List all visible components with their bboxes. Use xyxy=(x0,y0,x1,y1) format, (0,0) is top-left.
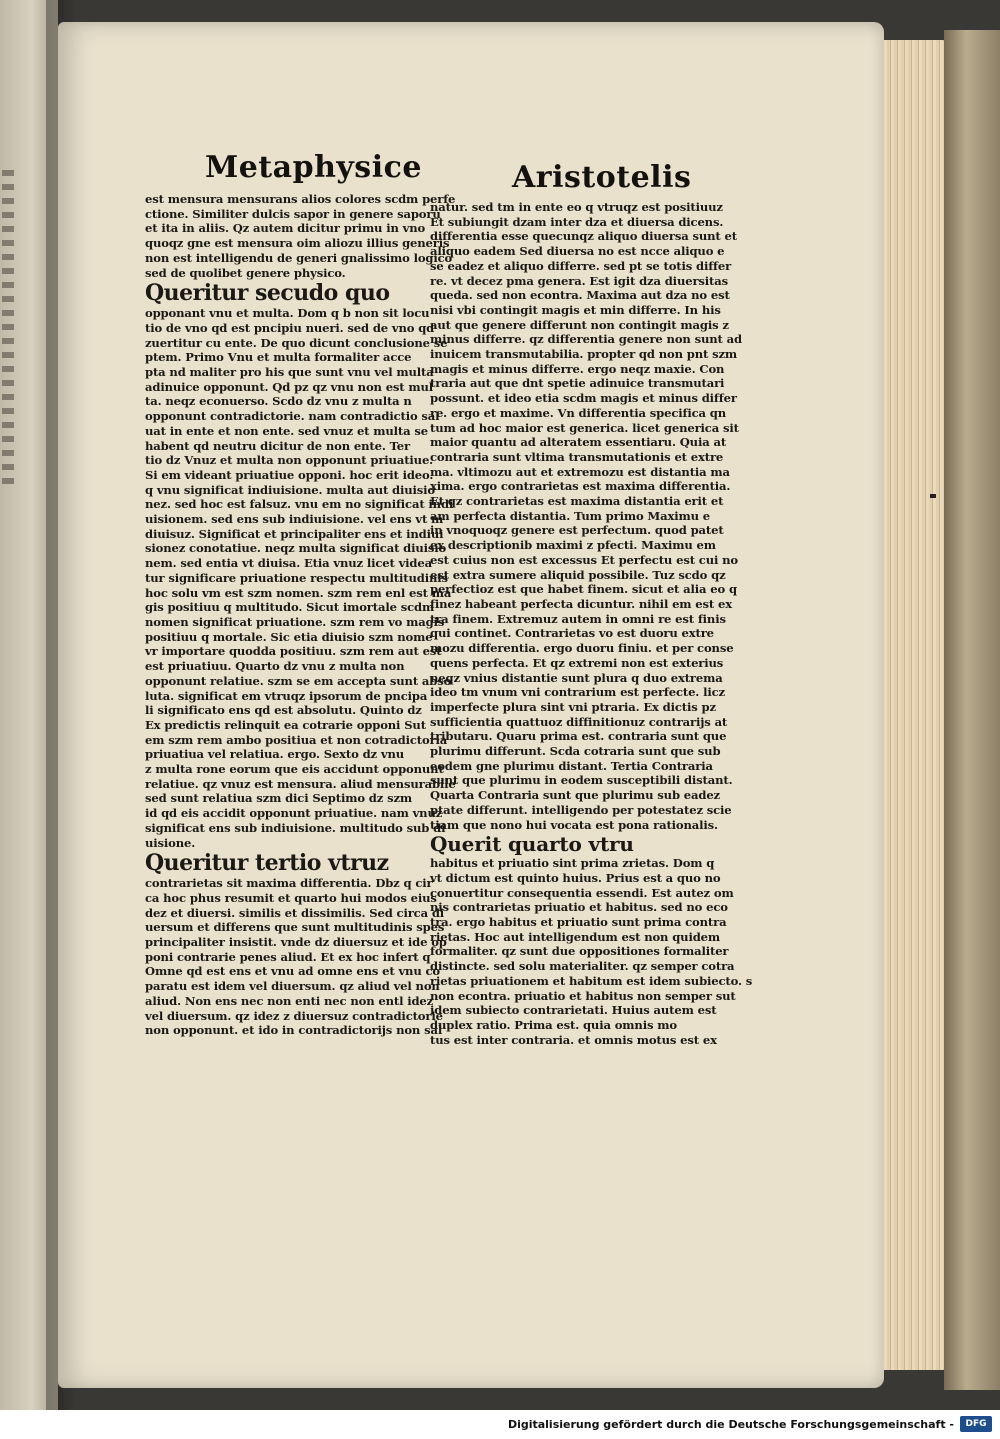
page-mark xyxy=(930,494,936,498)
text-line: em szm rem ambo positiua et non cotradictoria xyxy=(145,732,448,747)
text-line: traria aut que dnt spetie adinuice transmutari xyxy=(430,376,725,391)
text-line: aliquo eadem Sed diuersa no est ncce aliquo e xyxy=(430,244,725,259)
text-line: uat in ente et non ente. sed vnuz et multa se xyxy=(145,423,428,438)
text-line: in vnoquoqz genere est perfectum. quod patet xyxy=(430,523,724,538)
text-line: differentia esse quecunqz aliquo diuersa sunt et xyxy=(430,229,737,244)
text-line: idem subiecto contrarietati. Huius autem est xyxy=(430,1003,717,1018)
text-line: paratu est idem vel diuersum. qz aliud vel non xyxy=(145,979,440,994)
text-line: tio dz Vnuz et multa non opponunt priuatiue. xyxy=(145,453,434,468)
text-line: tiam que nono hui vocata est pona rationalis. xyxy=(430,817,718,832)
page-edges xyxy=(880,40,950,1370)
text-line: habitus et priuatio sint prima zrietas. Dom q xyxy=(430,856,715,871)
funding-notice: Digitalisierung gefördert durch die Deutsche Forschungsgemeinschaft - xyxy=(507,1418,954,1431)
text-line: qui continet. Contrarietas vo est duoru extre xyxy=(430,626,714,641)
text-line: rietas. Hoc aut intelligendum est non quidem xyxy=(430,929,721,944)
text-line: diuisuz. Significat et principaliter ens et indiui xyxy=(145,526,444,541)
dfg-logo-icon: DFG xyxy=(960,1416,992,1432)
text-line: am perfecta distantia. Tum primo Maximu e xyxy=(430,508,710,523)
text-line: plurimu differunt. Scda cotraria sunt que sub xyxy=(430,744,721,759)
text-line: possunt. et ideo etia scdm magis et minus differ xyxy=(430,391,737,406)
text-line: li significato ens qd est absolutu. Quinto dz xyxy=(145,703,422,718)
text-line: adinuice opponunt. Qd pz qz vnu non est mul xyxy=(145,379,434,394)
text-line: pta nd maliter pro his que sunt vnu vel multa xyxy=(145,365,434,380)
text-line: quedа. sed non econtra. Maxima aut dza no est xyxy=(430,288,730,303)
text-line: contrarietas sit maxima differentia. Dbz q cir xyxy=(145,876,433,891)
text-line: tus est inter contraria. et omnis motus est ex xyxy=(430,1032,717,1047)
text-line: gis positiuu q multitudo. Sicut imortale scdm xyxy=(145,600,435,615)
text-line: principaliter insistit. vnde dz diuersuz et ide op xyxy=(145,935,447,950)
text-line: neqz vnius distantie sunt plura q duo extrema xyxy=(430,670,723,685)
text-line: luta. significat em vtruqz ipsorum de pncipa xyxy=(145,688,428,703)
text-line: non est intelligendu de generi gnalissimo logico xyxy=(145,250,453,265)
text-line: sunt que plurimu in eodem susceptibili distant. xyxy=(430,773,733,788)
text-line: dez et diuersi. similis et dissimilis. Sed circa di xyxy=(145,905,445,920)
text-line: tra. ergo habitus et priuatio sunt prima contra xyxy=(430,915,727,930)
text-line: mozu differentia. ergo duoru finiu. et per conse xyxy=(430,641,734,656)
text-line: tra finem. Extremuz autem in omni re est finis xyxy=(430,611,726,626)
text-line: uersum et differens que sunt multitudinis spes xyxy=(145,920,445,935)
text-line: vr importare quodda positiuu. szm rem aut est xyxy=(145,644,442,659)
text-line: aut que genere differunt non contingit magis z xyxy=(430,317,729,332)
text-line: contraria sunt vltima transmutationis et extre xyxy=(430,449,724,464)
text-line: perfectioz est que habet finem. sicut et alia eo q xyxy=(430,582,737,597)
text-line: Et subiungit dzam inter dza et diuersa dicens. xyxy=(430,214,724,229)
text-line: re. ergo et maxime. Vn differentia specifica qn xyxy=(430,405,727,420)
running-head-left: Metaphysice xyxy=(205,150,422,185)
text-line: ma. vltimozu aut et extremozu est distantia ma xyxy=(430,464,730,479)
text-line: est extra sumere aliquid possibile. Tuz scdo qz xyxy=(430,567,726,582)
text-line: finez habeant perfecta dicuntur. nihil em est ex xyxy=(430,596,732,611)
text-line: aliud. Non ens nec non enti nec non entl idez xyxy=(145,993,434,1008)
text-line: relatiue. qz vnuz est mensura. aliud mensurabile xyxy=(145,776,456,791)
text-line: rietas priuationem et habitum est idem subiecto. s xyxy=(430,973,753,988)
text-line: xima. ergo contrarietas est maxima differentia. xyxy=(430,479,731,494)
text-line: distincte. sed solu materialiter. qz semper cotra xyxy=(430,959,735,974)
text-line: ca hoc phus resumit et quarto hui modos eius xyxy=(145,890,437,905)
text-line: est priuatiuu. Quarto dz vnu z multa non xyxy=(145,659,405,674)
text-line: nem. sed entia vt diuisa. Etia vnuz licet videa xyxy=(145,556,432,571)
text-line: z multa rone eorum que eis accidunt opponunt xyxy=(145,762,444,777)
text-line: significat ens sub indiuisione. multitudo sub di xyxy=(145,820,446,835)
text-line: quoqz gne est mensura oim aliozu illius generis xyxy=(145,236,450,251)
text-line: Quarta Contraria sunt que plurimu sub eadez xyxy=(430,788,720,803)
text-line: sionez conotatiue. neqz multa significat diuisio xyxy=(145,541,447,556)
text-line: positiuu q mortale. Sic etia diuisio szm nome xyxy=(145,629,433,644)
facing-page-text xyxy=(2,170,14,490)
text-line: uisione. xyxy=(145,835,196,850)
section-heading: Queritur secudo quo xyxy=(145,280,390,307)
text-line: tio de vno qd est pncipiu nueri. sed de vno qd xyxy=(145,320,435,335)
text-line: nomen significat priuatione. szm rem vo magis xyxy=(145,614,445,629)
text-line: et ita in aliis. Qz autem dicitur primu in vno xyxy=(145,221,426,236)
text-line: Ex predictis relinquit ea cotrarie opponi Sut xyxy=(145,717,426,732)
text-line: id qd eis accidit opponunt priuatiue. nam vnuz xyxy=(145,806,443,821)
text-line: natur. sed tm in ente eo q vtruqz est positiuuz xyxy=(430,200,723,214)
text-line: ta. neqz econuerso. Scdo dz vnu z multa n xyxy=(145,394,412,409)
text-line: est mensura mensurans alios colores scdm perfe xyxy=(145,192,456,206)
footer-bar xyxy=(0,1410,1000,1439)
text-line: conuertitur consequentia essendi. Est autez om xyxy=(430,885,734,900)
text-line: se eadez et aliquo differre. sed pt se totis differ xyxy=(430,258,732,273)
text-line: ex descriptionib maximi z pfecti. Maximu em xyxy=(430,538,716,553)
text-line: opponunt contradictorie. nam contradictio sal xyxy=(145,409,440,424)
text-line: opponant vnu et multa. Dom q b non sit locu xyxy=(145,306,430,321)
text-line: est cuius non est excessus Et perfectu est cui no xyxy=(430,552,738,567)
text-line: hoc solu vm est szm nomen. szm rem enl est ma xyxy=(145,585,452,600)
text-line: habent qd neutru dicitur de non ente. Ter xyxy=(145,438,410,453)
text-column-left xyxy=(145,192,456,1077)
text-line: minus differre. qz differentia genere non sunt ad xyxy=(430,332,742,347)
text-line: eodem gne plurimu distant. Tertia Contraria xyxy=(430,758,713,773)
text-line: Si em videant priuatiue opponi. hoc erit ideo. xyxy=(145,467,434,482)
text-column-right xyxy=(430,200,753,1085)
text-line: nis contrarietas priuatio et habitus. sed no eco xyxy=(430,900,728,915)
text-line: tur significare priuatione respectu multitudinis xyxy=(145,570,448,585)
text-line: magis et minus differre. ergo neqz maxie. Con xyxy=(430,361,725,376)
text-line: formaliter. qz sunt due oppositiones formaliter xyxy=(430,944,729,959)
text-line: zuertitur cu ente. De quo dicunt conclusione se xyxy=(145,335,448,350)
text-line: ptate differunt. intelligendo per potestatez scie xyxy=(430,802,732,817)
section-heading: Querit quarto vtru xyxy=(430,832,634,857)
text-line: nisi vbi contingit magis et min differre. In his xyxy=(430,302,721,317)
text-line: duplex ratio. Prima est. quia omnis mo xyxy=(430,1017,677,1032)
text-line: sed sunt relatiua szm dici Septimo dz szm xyxy=(145,791,412,806)
running-head-right: Aristotelis xyxy=(512,160,692,195)
text-line: tributaru. Quaru prima est. contraria sunt que xyxy=(430,729,727,744)
text-line: imperfecte plura sint vni ptraria. Ex dictis pz xyxy=(430,699,716,714)
text-line: inuicem transmutabilia. propter qd non pnt szm xyxy=(430,347,738,362)
text-line: quens perfecta. Et qz extremi non est exterius xyxy=(430,655,724,670)
text-line: Omne qd est ens et vnu ad omne ens et vnu co xyxy=(145,964,440,979)
text-line: sufficientia quattuoz diffinitionuz contrarijs at xyxy=(430,714,728,729)
text-line: maior quantu ad alteratem essentiaru. Quia at xyxy=(430,435,727,450)
text-line: sed de quolibet genere physico. xyxy=(145,265,346,280)
text-line: vel diuersum. qz idez z diuersuz contradictorie xyxy=(145,1008,443,1023)
text-line: opponunt relatiue. szm se em accepta sunt abso xyxy=(145,673,452,688)
text-line: uisionem. sed ens sub indiuisione. vel ens vt m xyxy=(145,512,444,527)
text-line: ptem. Primo Vnu et multa formaliter acce xyxy=(145,350,412,365)
text-line: non econtra. priuatio et habitus non semper sut xyxy=(430,988,736,1003)
text-line: priuatiua vel relatiua. ergo. Sexto dz vnu xyxy=(145,747,405,762)
book-cover-edge xyxy=(944,30,1000,1390)
text-line: Et qz contrarietas est maxima distantia erit et xyxy=(430,494,724,509)
section-heading: Queritur tertio vtruz xyxy=(145,850,389,877)
text-line: ideo tm vnum vni contrarium est perfecte. licz xyxy=(430,685,725,700)
text-line: vt dictum est quinto huius. Prius est a quo no xyxy=(430,870,721,885)
text-line: non opponunt. et ido in contradictorijs non sal xyxy=(145,1023,443,1038)
text-line: q vnu significat indiuisione. multa aut diuisio xyxy=(145,482,436,497)
text-line: poni contrarie penes aliud. Et ex hoc infert q xyxy=(145,949,431,964)
text-line: re. vt decez pma genera. Est igit dza diuersitas xyxy=(430,273,728,288)
text-line: ctione. Similiter dulcis sapor in genere saporu xyxy=(145,206,441,221)
text-line: nez. sed hoc est falsuz. vnu em no significat indi xyxy=(145,497,454,512)
text-line: tum ad hoc maior est generica. licet generica sit xyxy=(430,420,739,435)
